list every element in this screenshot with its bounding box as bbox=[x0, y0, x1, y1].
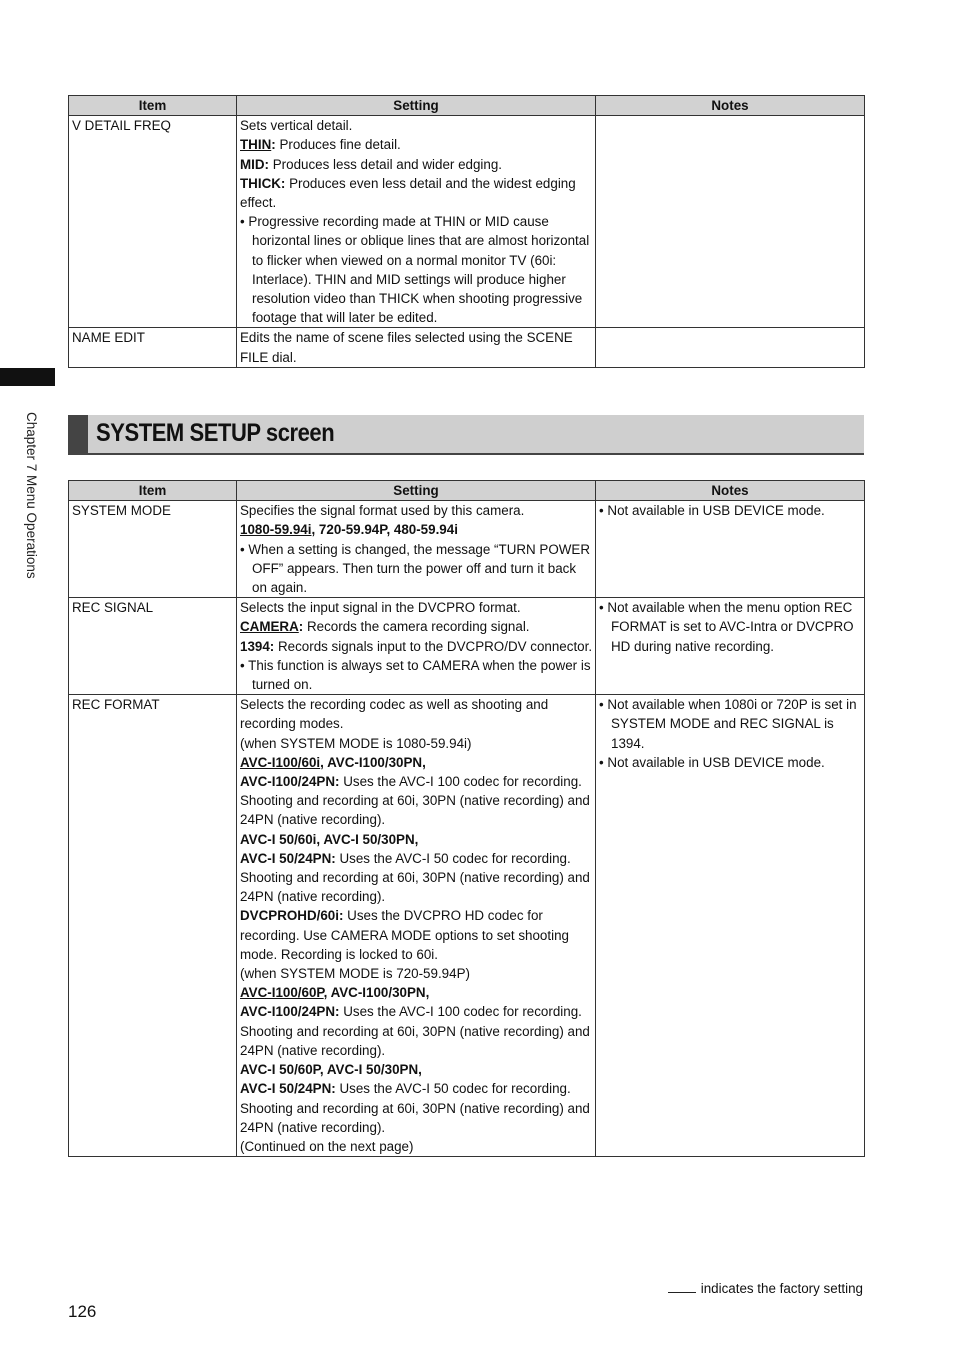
notes-cell bbox=[596, 501, 865, 598]
factory-default-option: AVC-I100/60i bbox=[240, 754, 321, 770]
option-list bbox=[240, 983, 593, 1002]
option-names: AVC-I 50/60P, AVC-I 50/30PN, bbox=[240, 1062, 422, 1078]
option-camera bbox=[240, 617, 593, 636]
notes-cell bbox=[596, 598, 865, 695]
continued-note: (Continued on the next page) bbox=[240, 1138, 414, 1154]
option-name: DVCPROHD/60i: bbox=[240, 908, 344, 924]
setting-cell bbox=[237, 695, 596, 1157]
option-name: MID: bbox=[240, 156, 270, 172]
factory-default-option: 1080-59.94i bbox=[240, 522, 312, 538]
option-description: Produces less detail and wider edging. bbox=[269, 156, 503, 172]
header-setting: Setting bbox=[237, 481, 596, 501]
bullet-note: • When a setting is changed, the message “TURN POWER OFF” appears. Then turn the power off and turn it back on again. bbox=[240, 541, 591, 596]
bullet-note: • Not available in USB DEVICE mode. bbox=[599, 503, 825, 519]
section-header-bar bbox=[68, 415, 88, 453]
option-list bbox=[240, 830, 593, 849]
chapter-side-label: Chapter 7 Menu Operations bbox=[24, 412, 39, 579]
option-list bbox=[240, 1060, 593, 1079]
factory-setting-legend bbox=[668, 1280, 863, 1296]
bullet-note: • This function is always set to CAMERA when the power is turned on. bbox=[240, 657, 591, 693]
option-thin bbox=[240, 135, 593, 154]
option-name: AVC-I100/24PN: bbox=[240, 1004, 340, 1020]
mode-condition: (when SYSTEM MODE is 720-59.94P) bbox=[240, 966, 470, 982]
colon: : bbox=[271, 137, 276, 153]
factory-default-option: AVC-I100/60P bbox=[240, 985, 324, 1001]
option-description: Uses the DVCPRO HD codec for recording. Use CAMERA MODE options to set shooting mode. Recording is locked to 60i. bbox=[240, 908, 569, 962]
option-name: AVC-I 50/24PN: bbox=[240, 850, 336, 866]
option-list bbox=[240, 753, 593, 772]
setting-cell bbox=[237, 501, 596, 598]
option-name: 1394: bbox=[240, 638, 275, 654]
setting-text: Sets vertical detail. bbox=[240, 118, 353, 134]
header-notes: Notes bbox=[596, 481, 865, 501]
option-description: Uses the AVC-I 50 codec for recording. Shooting and recording at 60i, 30PN (native recording) and 24PN (native recording). bbox=[240, 1081, 590, 1135]
option-entry bbox=[240, 1002, 593, 1060]
table-row bbox=[69, 116, 865, 328]
factory-default-option: THIN bbox=[240, 137, 272, 153]
option-thick bbox=[240, 174, 593, 212]
scene-file-table-continued bbox=[68, 95, 865, 368]
option-names: , AVC-I100/30PN, bbox=[320, 754, 426, 770]
bullet-note: • Not available when the menu option REC FORMAT is set to AVC-Intra or DVCPRO HD during native recording. bbox=[599, 600, 854, 654]
table-header-row bbox=[69, 481, 865, 501]
chapter-tab-marker bbox=[0, 368, 55, 386]
colon: : bbox=[298, 619, 304, 635]
notes-cell bbox=[596, 695, 865, 1157]
page-number: 126 bbox=[68, 1302, 97, 1321]
option-description: Uses the AVC-I 100 codec for recording. Shooting and recording at 60i, 30PN (native recording) and 24PN (native recording). bbox=[240, 774, 590, 828]
option-description: Uses the AVC-I 50 codec for recording. Shooting and recording at 60i, 30PN (native recording) and 24PN (native recording). bbox=[240, 850, 590, 905]
setting-cell bbox=[237, 116, 596, 328]
header-setting: Setting bbox=[237, 96, 596, 116]
setting-text: Selects the recording codec as well as shooting and recording modes. bbox=[240, 697, 549, 732]
item-cell: V DETAIL FREQ bbox=[69, 116, 237, 328]
table-row bbox=[69, 501, 865, 598]
mode-condition: (when SYSTEM MODE is 1080-59.94i) bbox=[240, 735, 472, 751]
system-setup-table bbox=[68, 480, 865, 1157]
setting-cell bbox=[237, 598, 596, 695]
option-entry bbox=[240, 1079, 593, 1137]
item-cell: SYSTEM MODE bbox=[69, 501, 237, 598]
bullet-note: • Not available when 1080i or 720P is set in SYSTEM MODE and REC SIGNAL is 1394. bbox=[599, 697, 857, 751]
setting-cell: Edits the name of scene files selected using the SCENE FILE dial. bbox=[237, 328, 596, 367]
section-header bbox=[68, 415, 864, 455]
option-name: AVC-I 50/24PN: bbox=[240, 1081, 336, 1097]
table-header-row bbox=[69, 96, 865, 116]
option-entry bbox=[240, 906, 593, 964]
factory-default-option: CAMERA bbox=[240, 619, 299, 635]
table-row bbox=[69, 598, 865, 695]
setting-text: Specifies the signal format used by this camera. bbox=[240, 503, 525, 519]
table-row bbox=[69, 695, 865, 1157]
option-names: , AVC-I100/30PN, bbox=[323, 985, 430, 1001]
item-cell: REC FORMAT bbox=[69, 695, 237, 1157]
header-item: Item bbox=[69, 481, 237, 501]
table-row bbox=[69, 328, 865, 367]
option-list bbox=[240, 520, 593, 539]
option-description: Uses the AVC-I 100 codec for recording. Shooting and recording at 60i, 30PN (native recording) and 24PN (native recording). bbox=[240, 1004, 590, 1058]
option-1394 bbox=[240, 637, 593, 656]
setting-text: Selects the input signal in the DVCPRO format. bbox=[240, 600, 521, 616]
option-description: Records signals input to the DVCPRO/DV connector. bbox=[274, 638, 593, 654]
option-entry bbox=[240, 772, 593, 830]
option-entry bbox=[240, 849, 593, 907]
option-name: THICK: bbox=[240, 175, 286, 191]
option-description: Produces even less detail and the widest edging effect. bbox=[240, 175, 576, 211]
option-name: AVC-I100/24PN: bbox=[240, 774, 340, 790]
notes-cell bbox=[596, 328, 865, 367]
notes-cell bbox=[596, 116, 865, 328]
option-description: Produces fine detail. bbox=[275, 137, 401, 153]
bullet-note: • Not available in USB DEVICE mode. bbox=[599, 754, 825, 770]
item-cell: REC SIGNAL bbox=[69, 598, 237, 695]
section-title: SYSTEM SETUP screen bbox=[96, 419, 335, 447]
header-item: Item bbox=[69, 96, 237, 116]
option-names: AVC-I 50/60i, AVC-I 50/30PN, bbox=[240, 831, 419, 847]
underline-sample bbox=[668, 1280, 696, 1293]
bullet-note: • Progressive recording made at THIN or MID cause horizontal lines or oblique lines that are almost horizontal to flicker when viewed on a normal monitor TV (60i: Interlace). THIN and MID settings will produce higher resolution video than THICK when shooting progressive footage that will later be edited. bbox=[240, 214, 590, 326]
option-description: Records the camera recording signal. bbox=[303, 619, 530, 635]
factory-setting-text: indicates the factory setting bbox=[700, 1281, 863, 1296]
option-mid bbox=[240, 155, 593, 174]
header-notes: Notes bbox=[596, 96, 865, 116]
option-names: , 720-59.94P, 480-59.94i bbox=[311, 522, 458, 538]
item-cell: NAME EDIT bbox=[69, 328, 237, 367]
